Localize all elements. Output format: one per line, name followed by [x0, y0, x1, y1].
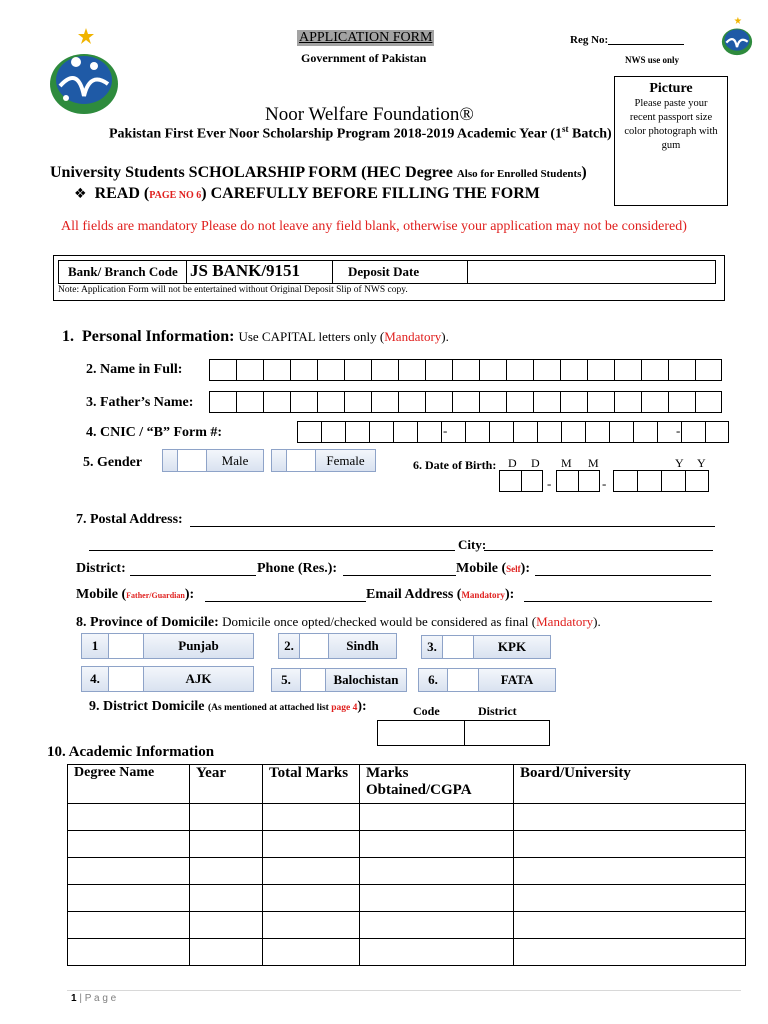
org-name: Noor Welfare Foundation® — [265, 104, 474, 125]
district-domicile-note: (As mentioned at attached list — [207, 703, 332, 713]
page-word: | P a g e — [76, 993, 117, 1004]
reg-no-label: Reg No: — [570, 34, 609, 46]
mobile2-fg: Father/Guardian — [126, 591, 185, 600]
province-label: Punjab — [178, 638, 219, 653]
name-boxes[interactable] — [209, 359, 722, 381]
domicile-title: 8. Province of Domicile: — [76, 615, 219, 630]
postal-label: 7. Postal Address: — [76, 512, 183, 527]
col-total-marks: Total Marks — [263, 765, 360, 804]
name-label: 2. Name in Full: — [86, 362, 183, 377]
email-line[interactable] — [524, 601, 712, 602]
read-pre: READ ( — [94, 185, 150, 202]
read-post: ) CAREFULLY BEFORE FILLING THE FORM — [201, 185, 540, 202]
personal-heading — [62, 328, 449, 346]
gender-female-option[interactable] — [271, 449, 376, 472]
male-checkbox[interactable] — [177, 450, 207, 471]
form-badge: APPLICATION FORM — [299, 30, 433, 45]
reg-no-line[interactable] — [608, 44, 684, 45]
col-degree: Degree Name — [68, 765, 190, 804]
mobile-end: ): — [520, 561, 530, 576]
academic-table — [67, 764, 746, 966]
female-label: Female — [326, 452, 365, 468]
dob-y1: Y — [675, 456, 684, 470]
table-row[interactable] — [68, 939, 746, 966]
province-sindh[interactable] — [278, 633, 397, 659]
bank-divider-2 — [332, 260, 333, 284]
province-num: 1 — [91, 638, 99, 653]
read-instruction — [74, 185, 540, 203]
dob-d2: D — [531, 456, 540, 470]
col-board: Board/University — [514, 765, 746, 804]
province-checkbox[interactable] — [442, 636, 474, 658]
dob-month-boxes[interactable] — [556, 470, 600, 492]
cnic-label: 4. CNIC / “B” Form #: — [86, 425, 223, 440]
mobile2-text: Mobile ( — [76, 587, 127, 602]
province-label: FATA — [500, 672, 534, 687]
picture-note: Please paste your recent passport size color photograph with gum — [624, 98, 718, 151]
domicile-note: Domicile once opted/checked would be considered as final ( — [218, 614, 537, 629]
district-label: District: — [76, 561, 126, 576]
table-row[interactable] — [68, 858, 746, 885]
district-col-label: District — [478, 704, 517, 718]
province-num: 2. — [284, 638, 294, 653]
father-label: 3. Father’s Name: — [86, 395, 194, 410]
dob-sep-1: - — [547, 476, 552, 491]
bank-code-value[interactable]: JS BANK/9151 — [190, 261, 301, 280]
read-page: PAGE NO 6 — [149, 190, 202, 201]
district-domicile-label — [89, 697, 367, 715]
dob-sep-2: - — [602, 476, 607, 491]
province-kpk[interactable] — [421, 635, 551, 659]
program-end: Batch) — [568, 126, 612, 142]
province-balochistan[interactable] — [271, 668, 407, 692]
postal-line-2[interactable] — [89, 550, 455, 551]
table-row[interactable] — [68, 804, 746, 831]
deposit-date-label: Deposit Date — [348, 264, 420, 279]
personal-end: ). — [441, 329, 449, 344]
page-number: 1 — [71, 993, 77, 1004]
government-label: Government of Pakistan — [301, 51, 427, 65]
program-title — [109, 124, 612, 143]
personal-mand: Mandatory — [384, 329, 442, 344]
academic-heading: 10. Academic Information — [47, 744, 215, 760]
email-text: Email Address ( — [366, 587, 462, 602]
mobile-self-line[interactable] — [535, 575, 711, 576]
province-label: KPK — [497, 639, 527, 654]
deposit-date-field[interactable] — [467, 260, 716, 284]
domicile-heading — [76, 613, 601, 631]
foundation-logo-small — [721, 16, 753, 56]
code-col-label: Code — [413, 704, 440, 718]
district-name-field[interactable] — [464, 720, 550, 746]
province-fata[interactable] — [418, 668, 556, 692]
cnic-dash-1: - — [443, 423, 448, 438]
province-label: AJK — [185, 671, 212, 686]
phone-label: Phone (Res.): — [257, 561, 338, 576]
picture-box[interactable] — [614, 76, 728, 206]
dob-day-boxes[interactable] — [499, 470, 543, 492]
province-checkbox[interactable] — [108, 634, 144, 658]
program-sup: st — [562, 124, 569, 134]
domicile-end: ). — [593, 614, 601, 629]
dob-year-boxes[interactable] — [613, 470, 709, 492]
province-checkbox[interactable] — [108, 667, 144, 691]
email-label — [366, 587, 514, 603]
province-num: 3. — [427, 639, 437, 654]
province-punjab[interactable] — [81, 633, 254, 659]
province-label: Balochistan — [333, 672, 399, 687]
table-header-row — [68, 765, 746, 804]
district-code-field[interactable] — [377, 720, 465, 746]
dob-y2: Y — [697, 456, 706, 470]
footer-divider — [67, 990, 741, 991]
cnic-boxes[interactable] — [297, 421, 729, 443]
mobile2-end: ): — [184, 587, 195, 602]
bank-note: Note: Application Form will not be entertained without Original Deposit Slip of NWS copy. — [58, 285, 408, 295]
table-row[interactable] — [68, 831, 746, 858]
mobile-self-label — [456, 561, 530, 577]
form-title-text: University Students SCHOLARSHIP FORM (HEC Degree — [50, 164, 457, 181]
picture-title: Picture — [649, 81, 693, 96]
bullet-icon: ❖ — [74, 186, 87, 202]
domicile-mand: Mandatory — [536, 614, 594, 629]
father-boxes[interactable] — [209, 391, 722, 413]
table-row[interactable] — [68, 885, 746, 912]
phone-line[interactable] — [343, 575, 456, 576]
bank-section — [53, 255, 725, 301]
mobile-text: Mobile ( — [456, 561, 507, 576]
city-line[interactable] — [484, 550, 713, 551]
district-domicile-end: ): — [357, 699, 367, 714]
district-domicile-page: page 4 — [331, 703, 358, 713]
form-title-end: ) — [581, 164, 587, 181]
postal-line[interactable] — [190, 526, 715, 527]
province-num: 5. — [281, 672, 291, 687]
province-label: Sindh — [346, 638, 379, 653]
dob-m1: M — [561, 456, 572, 470]
province-num: 6. — [428, 672, 438, 687]
page-footer — [71, 993, 116, 1004]
form-title-small: Also for Enrolled Students — [456, 168, 582, 180]
dob-m2: M — [588, 456, 599, 470]
province-ajk[interactable] — [81, 666, 254, 692]
email-mand: Mandatory — [461, 590, 505, 600]
gender-label: 5. Gender — [83, 455, 143, 470]
female-checkbox[interactable] — [286, 450, 316, 471]
bank-divider-1 — [186, 260, 187, 284]
province-checkbox[interactable] — [447, 669, 479, 691]
mobile-guardian-label — [76, 587, 194, 603]
col-marks-obtained: Marks Obtained/CGPA — [360, 765, 514, 804]
province-checkbox[interactable] — [300, 669, 326, 691]
dob-d1: D — [508, 456, 517, 470]
mobile-self: Self — [506, 564, 521, 574]
mandatory-notice: All fields are mandatory Please do not leave any field blank, otherwise your application may not be considered) — [61, 219, 687, 234]
province-num: 4. — [90, 671, 100, 686]
foundation-logo — [48, 26, 120, 116]
form-title — [50, 164, 587, 182]
bank-code-label: Bank/ Branch Code — [68, 264, 178, 279]
col-year: Year — [190, 765, 263, 804]
mobile-guardian-line[interactable] — [205, 601, 366, 602]
city-label: City: — [458, 537, 487, 552]
program-text: Pakistan First Ever Noor Scholarship Program 2018-2019 Academic Year (1 — [109, 126, 563, 142]
district-domicile-text: 9. District Domicile — [89, 699, 208, 714]
personal-note: Use CAPITAL letters only ( — [238, 329, 385, 344]
gender-male-option[interactable] — [162, 449, 264, 472]
email-end: ): — [504, 587, 515, 602]
male-label: Male — [221, 452, 249, 468]
personal-num: 1. — [62, 328, 74, 345]
table-row[interactable] — [68, 912, 746, 939]
personal-title: Personal Information: — [82, 328, 235, 345]
district-line[interactable] — [130, 575, 256, 576]
cnic-dash-2: - — [676, 423, 681, 438]
nws-use-label: NWS use only — [625, 55, 680, 65]
dob-label: 6. Date of Birth: — [413, 458, 497, 472]
province-checkbox[interactable] — [299, 634, 329, 658]
